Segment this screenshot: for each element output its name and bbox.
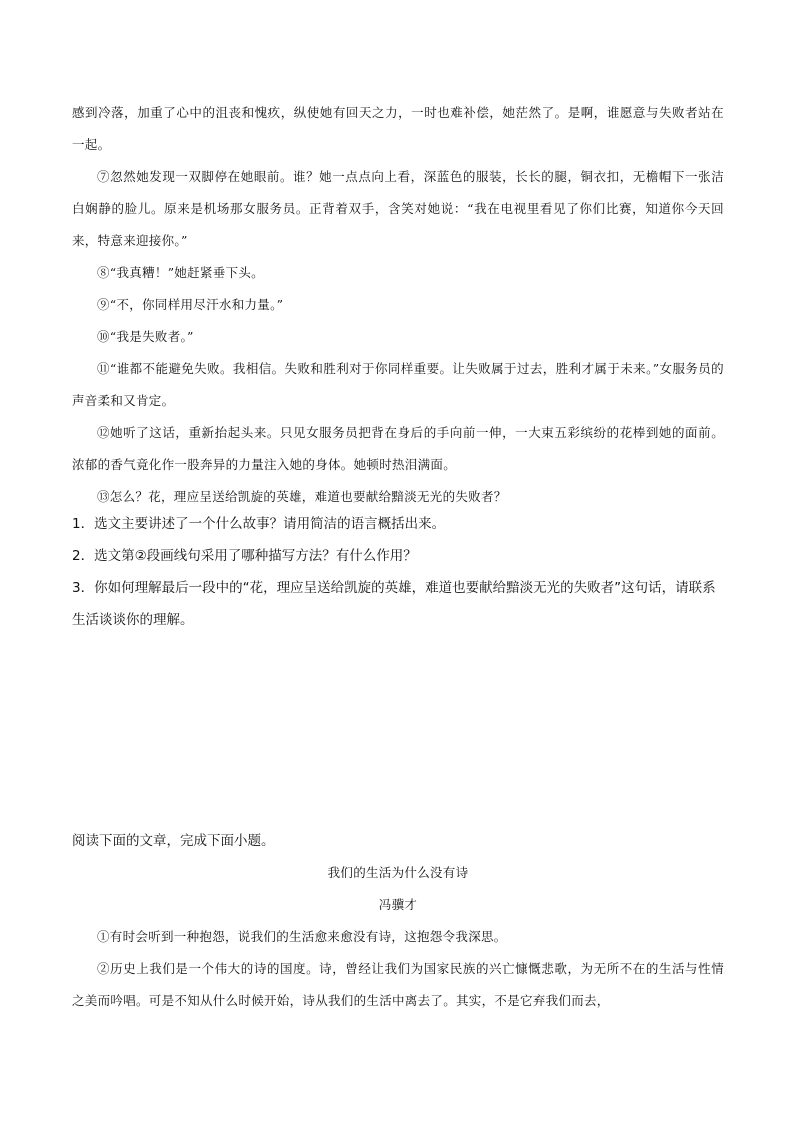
paragraph-8: ⑧“我真糟！”她赶紧垂下头。 xyxy=(97,265,264,280)
paragraph-10: ⑩“我是失败者。” xyxy=(97,329,194,344)
question-1: 1．选文主要讲述了一个什么故事？请用简洁的语言概括出来。 xyxy=(72,516,446,532)
question-list xyxy=(72,508,724,636)
article-paragraph-2: ②历史上我们是一个伟大的诗的国度。诗，曾经让我们为国家民族的兴亡慷慨悲歌，为无所不在的生活与性情之美而吟唱。可是不知从什么时候开始，诗从我们的生活中离去了。其实，不是它弃我们而去， xyxy=(72,961,724,1008)
paragraph-7: ⑦忽然她发现一双脚停在她眼前。谁？她一点点向上看，深蓝色的服装，长长的腿，铜衣扣，无檐帽下一张洁白娴静的脸儿。原来是机场那女服务员。正背着双手，含笑对她说：“我在电视里看见了你们比赛，知道你今天回来，特意来迎接你。” xyxy=(72,169,724,248)
article-author: 冯骥才 xyxy=(378,897,418,912)
article-paragraph-1: ①有时会听到一种抱怨，说我们的生活愈来愈没有诗，这抱怨令我深思。 xyxy=(97,929,507,944)
paragraph-continued: 感到冷落，加重了心中的沮丧和愧疚，纵使她有回天之力，一时也难补偿，她茫然了。是啊，谁愿意与失败者站在一起。 xyxy=(72,105,724,152)
paragraph-9: ⑨“不，你同样用尽汗水和力量。” xyxy=(97,297,284,312)
paragraph-12: ⑫她听了这话，重新抬起头来。只见女服务员把背在身后的手向前一伸，一大束五彩缤纷的花棒到她的面前。浓郁的香气竟化作一股奔异的力量注入她的身体。她顿时热泪满面。 xyxy=(72,425,724,472)
passage-one xyxy=(72,97,724,513)
passage-two xyxy=(72,857,724,1017)
question-2: 2．选文第②段画线句采用了哪种描写方法？有什么作用？ xyxy=(72,548,417,564)
section-intro: 阅读下面的文章，完成下面小题。 xyxy=(72,833,275,849)
paragraph-13: ⑬怎么？花，理应呈送给凯旋的英雄，难道也要献给黯淡无光的失败者？ xyxy=(97,489,507,504)
article-title: 我们的生活为什么没有诗 xyxy=(327,865,469,880)
paragraph-11: ⑪“谁都不能避免失败。我相信。失败和胜利对于你同样重要。让失败属于过去，胜利才属于未来。”女服务员的声音柔和又肯定。 xyxy=(72,361,724,408)
question-3: 3．你如何理解最后一段中的“花，理应呈送给凯旋的英雄，难道也要献给黯淡无光的失败者”这句话，请联系生活谈谈你的理解。 xyxy=(72,580,716,628)
section-two xyxy=(72,825,724,1017)
